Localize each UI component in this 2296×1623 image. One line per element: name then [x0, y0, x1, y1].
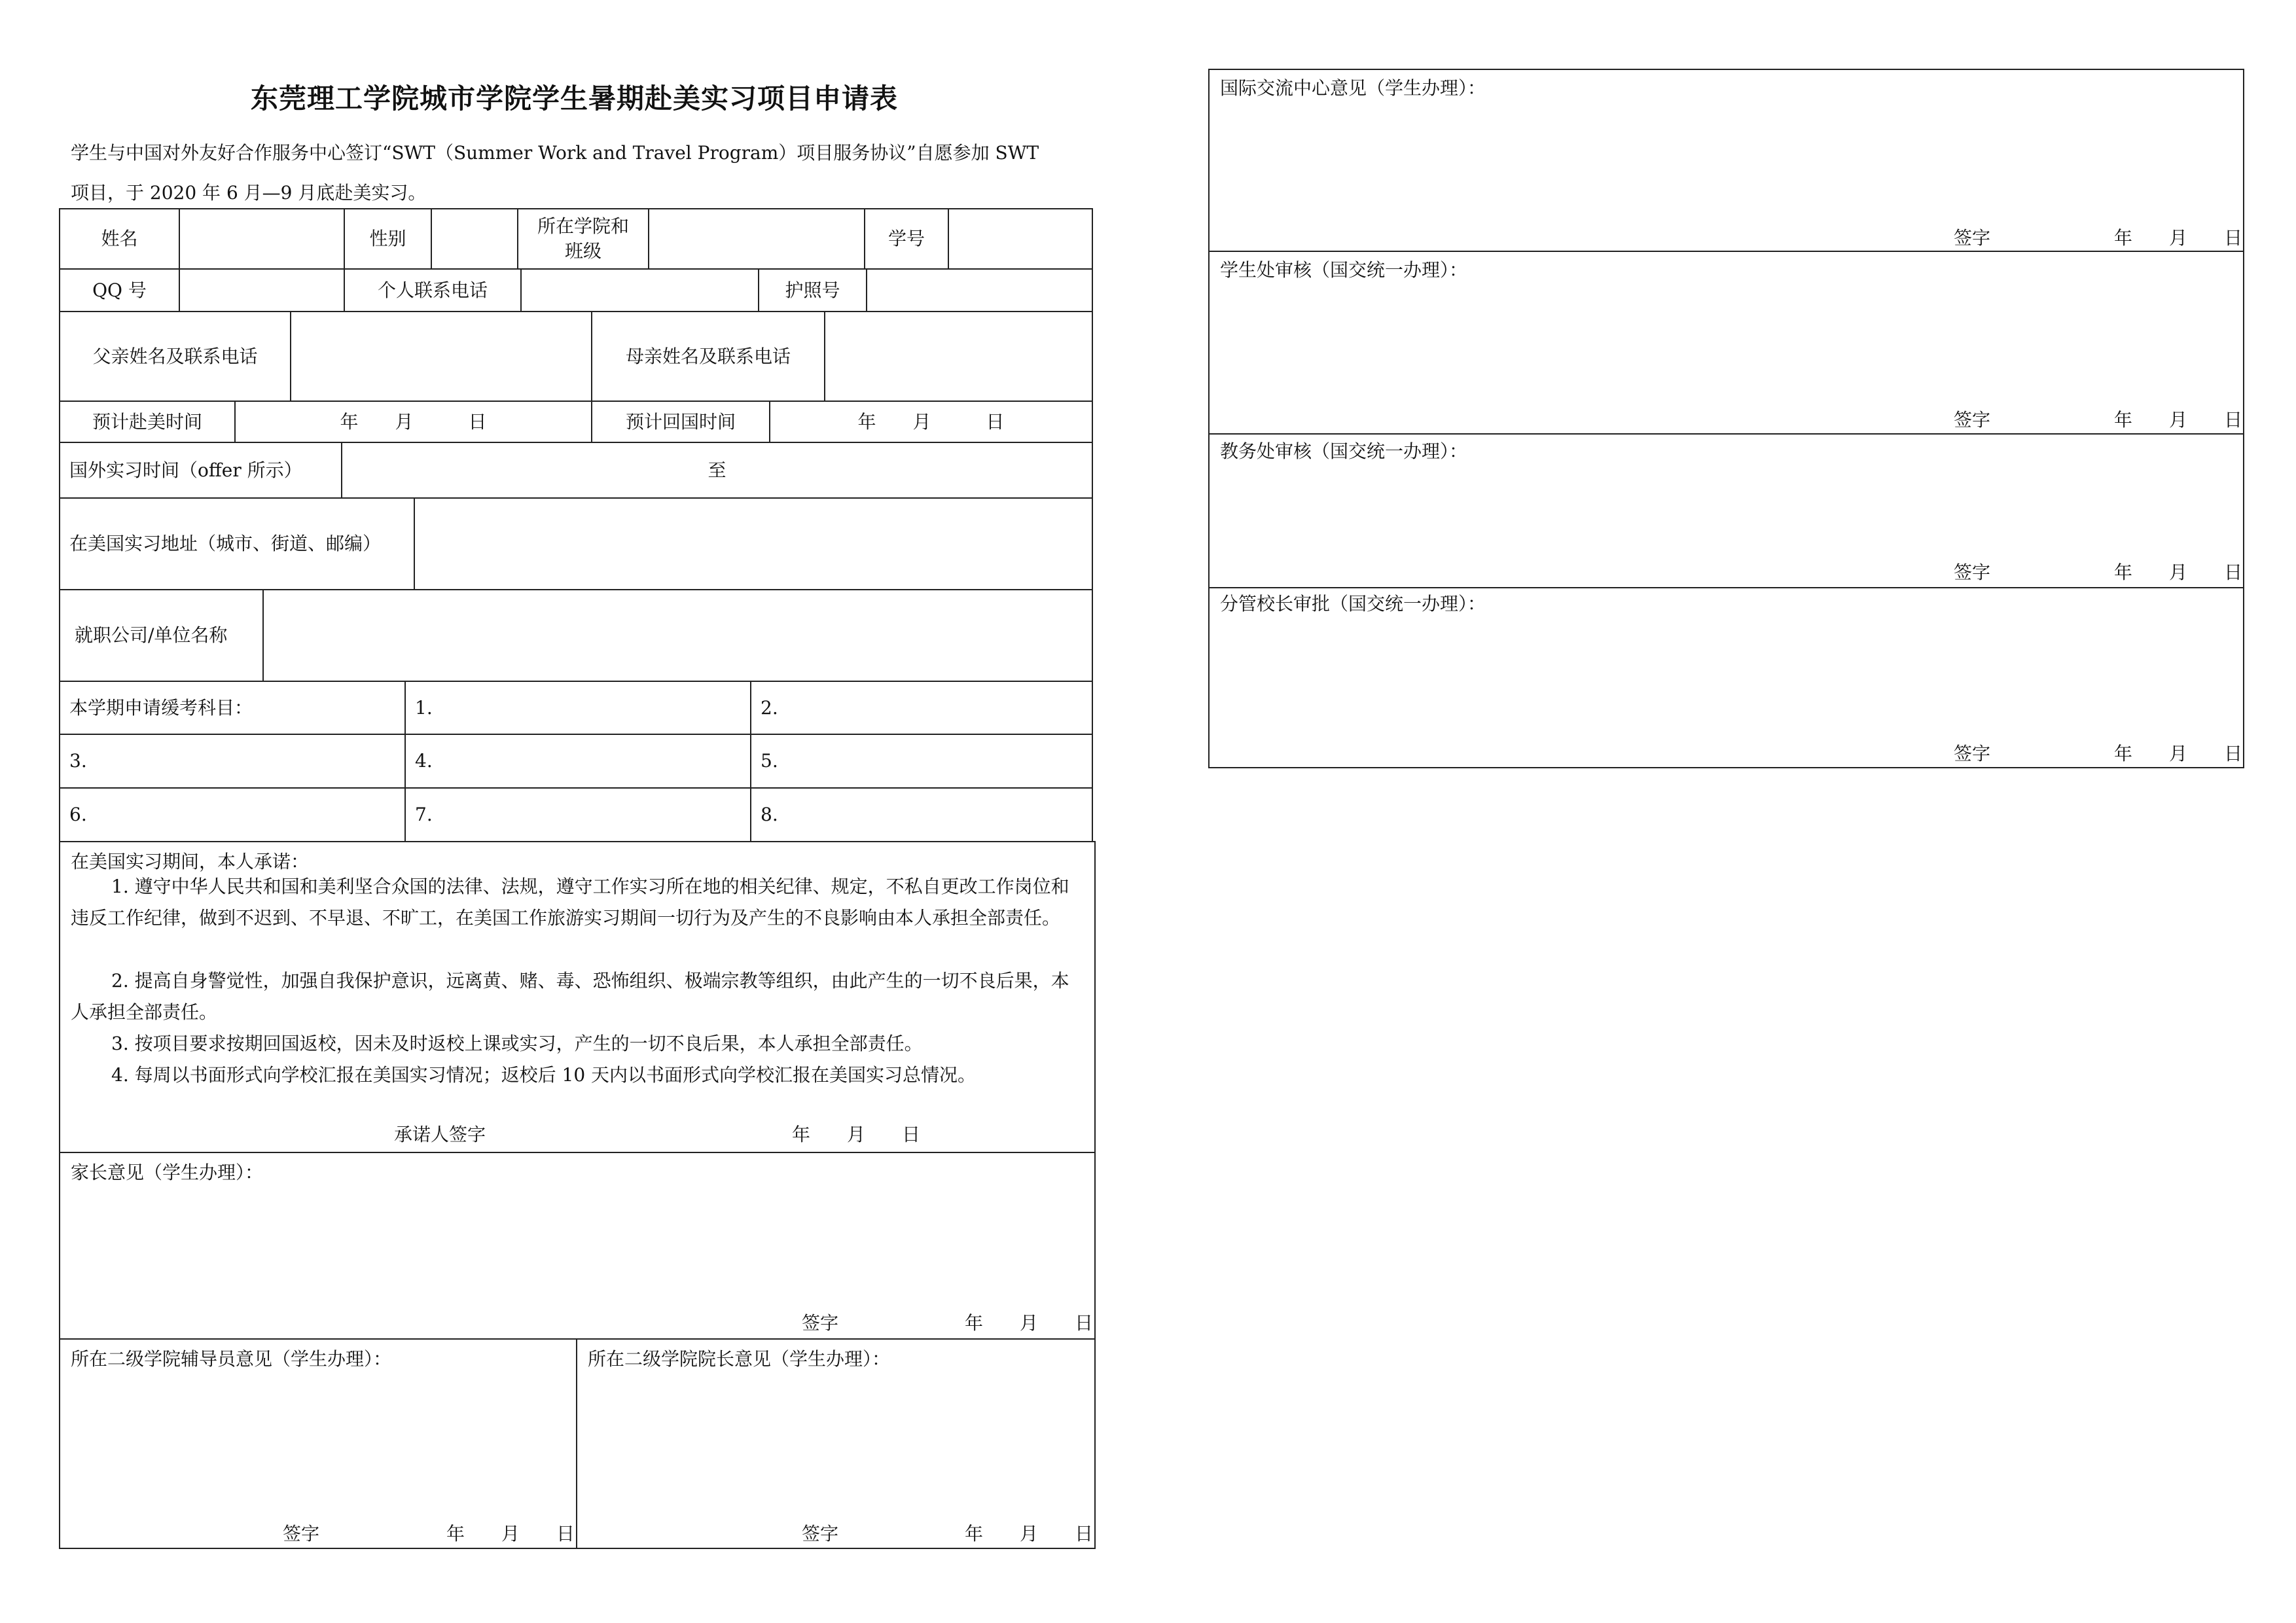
parent-sign-label: 签字: [802, 1312, 839, 1334]
student-affairs-sign-date: 年 月 日: [2114, 409, 2243, 431]
pledge-date: 年 月 日: [792, 1124, 921, 1145]
label-return-time: 预计回国时间: [591, 401, 770, 443]
label-deferred-exams: 本学期申请缓考科目：: [59, 681, 406, 735]
exam-5[interactable]: 5.: [750, 734, 1093, 789]
input-return-date[interactable]: 年 月 日: [769, 401, 1093, 443]
input-mother[interactable]: [824, 311, 1093, 402]
intl-center-sign-label: 签字: [1954, 227, 1991, 249]
exam-3[interactable]: 3.: [59, 734, 406, 789]
label-gender: 性别: [344, 208, 432, 270]
label-phone: 个人联系电话: [344, 268, 522, 312]
input-father[interactable]: [290, 311, 592, 402]
page-title: 东莞理工学院城市学院学生暑期赴美实习项目申请表: [250, 82, 898, 115]
input-qq[interactable]: [179, 268, 345, 312]
pledge-item-2: 2. 提高自身警觉性，加强自我保护意识，远离黄、赌、毒、恐怖组织、极端宗教等组织，由此产生的一切不良后果，本人承担全部责任。: [71, 970, 1069, 1023]
label-mother: 母亲姓名及联系电话: [591, 311, 825, 402]
vp-sign-label: 签字: [1954, 743, 1991, 764]
parent-sign-date: 年 月 日: [965, 1312, 1094, 1334]
vp-sign-date: 年 月 日: [2114, 743, 2243, 764]
dean-sign-date: 年 月 日: [965, 1523, 1094, 1544]
counselor-opinion-label: 所在二级学院辅导员意见（学生办理）：: [71, 1348, 392, 1370]
intl-center-sign-date: 年 月 日: [2114, 227, 2243, 249]
pledge-intro: 在美国实习期间，本人承诺：: [71, 851, 310, 872]
student-affairs-sign-label: 签字: [1954, 409, 1991, 431]
label-passport: 护照号: [758, 268, 867, 312]
input-depart-date[interactable]: 年 月 日: [234, 401, 592, 443]
pledge-signer: 承诺人签字: [394, 1124, 486, 1145]
vp-approval-label: 分管校长审批（国交统一办理）：: [1220, 593, 1486, 615]
input-passport[interactable]: [866, 268, 1093, 312]
exam-4[interactable]: 4.: [404, 734, 751, 789]
input-gender[interactable]: [431, 208, 518, 270]
exam-6[interactable]: 6.: [59, 787, 406, 842]
input-student-id[interactable]: [948, 208, 1093, 270]
counselor-sign-date: 年 月 日: [446, 1523, 575, 1544]
academic-affairs-review-label: 教务处审核（国交统一办理）：: [1220, 440, 1468, 462]
pledge-item-4: 4. 每周以书面形式向学校汇报在美国实习情况；返校后 10 天内以书面形式向学校汇报在美国实习总情况。: [111, 1064, 977, 1086]
exam-2[interactable]: 2.: [750, 681, 1093, 735]
label-intern-period: 国外实习时间（offer 所示）: [59, 442, 342, 499]
label-name: 姓名: [59, 208, 180, 270]
academic-affairs-sign-date: 年 月 日: [2114, 562, 2243, 583]
dean-sign-label: 签字: [802, 1523, 839, 1544]
label-student-id: 学号: [864, 208, 949, 270]
dean-opinion-label: 所在二级学院院长意见（学生办理）：: [588, 1348, 891, 1370]
academic-affairs-sign-label: 签字: [1954, 562, 1991, 583]
input-us-address[interactable]: [414, 497, 1093, 590]
exam-7[interactable]: 7.: [404, 787, 751, 842]
counselor-sign-label: 签字: [283, 1523, 320, 1544]
label-college-class: 所在学院和 班级: [517, 208, 649, 270]
pledge-item-3: 3. 按项目要求按期回国返校，因未及时返校上课或实习，产生的一切不良后果，本人承担全部责任。: [111, 1033, 923, 1054]
label-father: 父亲姓名及联系电话: [59, 311, 291, 402]
input-phone[interactable]: [520, 268, 759, 312]
exam-8[interactable]: 8.: [750, 787, 1093, 842]
input-college-class[interactable]: [648, 208, 865, 270]
label-depart-time: 预计赴美时间: [59, 401, 236, 443]
exam-1[interactable]: 1.: [404, 681, 751, 735]
label-company: 就职公司/单位名称: [59, 589, 264, 682]
pledge-item-1: 1. 遵守中华人民共和国和美利坚合众国的法律、法规，遵守工作实习所在地的相关纪律、规定，不私自更改工作岗位和违反工作纪律，做到不迟到、不早退、不旷工，在美国工作旅游实习期间一切行为及产生的不良影响由本人承担全部责任。: [71, 876, 1069, 929]
input-name[interactable]: [179, 208, 345, 270]
label-qq: QQ 号: [59, 268, 180, 312]
parent-opinion-label: 家长意见（学生办理）：: [71, 1162, 264, 1183]
input-company[interactable]: [262, 589, 1093, 682]
input-intern-period[interactable]: 至: [341, 442, 1093, 499]
intro-line-2: 项目，于 2020 年 6 月—9 月底赴美实习。: [71, 182, 427, 204]
intro-line-1: 学生与中国对外友好合作服务中心签订“SWT（Summer Work and Travel Program）项目服务协议”自愿参加 SWT: [71, 142, 1039, 164]
student-affairs-review-label: 学生处审核（国交统一办理）：: [1220, 259, 1468, 281]
intl-center-opinion-label: 国际交流中心意见（学生办理）：: [1220, 77, 1486, 99]
label-us-address: 在美国实习地址（城市、街道、邮编）: [59, 497, 415, 590]
